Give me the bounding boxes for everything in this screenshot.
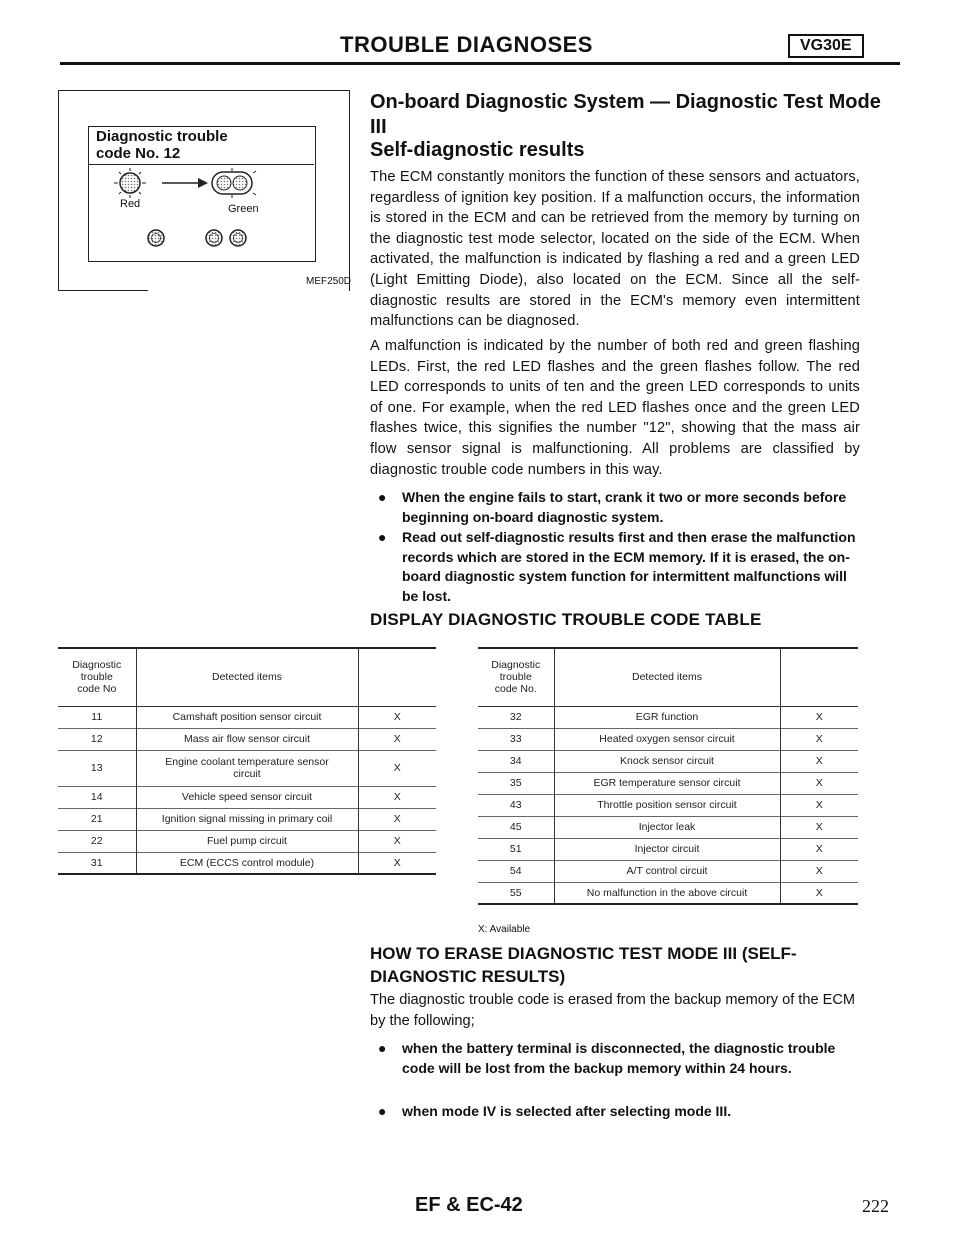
code-cell: 45: [478, 816, 554, 838]
code-cell: 43: [478, 794, 554, 816]
bullet-dot-icon: ●: [378, 1103, 387, 1119]
mark-cell: X: [815, 733, 823, 745]
table-row: [58, 830, 436, 852]
figure-id: MEF250D: [306, 276, 352, 287]
bullet-text: when mode IV is selected after selecting mode III.: [402, 1103, 732, 1119]
page-number: 222: [862, 1196, 889, 1216]
led-indicator-icon: [148, 230, 246, 246]
code-cell: 31: [58, 852, 136, 874]
item-cell: Injector circuit: [554, 838, 780, 860]
column-header-items: Detected items: [136, 648, 358, 706]
erase-heading: HOW TO ERASE DIAGNOSTIC TEST MODE III (SELF-DIAGNOSTIC RESULTS): [370, 944, 797, 986]
table-row: [478, 860, 858, 882]
erase-bullet-2: [378, 1101, 864, 1121]
green-led-label: Green: [228, 203, 259, 215]
erase-body: The diagnostic trouble code is erased from the backup memory of the ECM by the following;: [370, 992, 856, 1029]
model-badge: VG30E: [788, 34, 864, 58]
header-code-line3: code No.: [494, 683, 537, 696]
item-cell: Throttle position sensor circuit: [554, 794, 780, 816]
code-cell: 22: [58, 830, 136, 852]
table-row: [478, 706, 858, 728]
code-cell: 55: [478, 882, 554, 904]
caution-bullet-2: [378, 528, 864, 606]
mark-cell: X: [815, 821, 823, 833]
mark-cell: X: [815, 799, 823, 811]
bullet-dot-icon: ●: [378, 489, 387, 505]
header-code-line1: Diagnostic: [72, 659, 122, 672]
mark-cell: X: [815, 777, 823, 789]
red-led-label: Red: [120, 198, 141, 210]
figure-caption-rule: [88, 164, 314, 165]
item-cell: ECM (ECCS control module): [136, 852, 358, 874]
header-code-line2: trouble: [80, 671, 113, 684]
header-code-line1: Diagnostic: [491, 659, 541, 672]
item-cell: Injector leak: [554, 816, 780, 838]
item-cell: EGR temperature sensor circuit: [554, 772, 780, 794]
item-cell: Heated oxygen sensor circuit: [554, 728, 780, 750]
item-cell: Knock sensor circuit: [554, 750, 780, 772]
table-row: [478, 772, 858, 794]
table-row: [58, 852, 436, 874]
table-row: [478, 816, 858, 838]
body-paragraph-1: The ECM constantly monitors the function of these sensors and actuators, regardless of ignition key position. If a malfunction occurs, the information is stored in the ECM and can be retrieved from the memory by turning on the diagnostic test mode selector, located on the side of the ECM. When activated, the malfunction is indicated by flashing a red and a green LED (Light Emitting Diode), also located on the ECM. Since all the self-diagnostic results are stored in the ECM's memory even intermittent malfunctions can be diagnosed.: [370, 169, 860, 330]
mark-cell: X: [393, 733, 401, 745]
figure-caption-line1: Diagnostic trouble: [96, 128, 228, 145]
red-led-flash-icon: [114, 168, 146, 198]
item-cell: Mass air flow sensor circuit: [136, 728, 358, 750]
table-row: [58, 706, 436, 728]
table-row: [478, 838, 858, 860]
header-rule: [60, 62, 900, 65]
column-header-items: Detected items: [554, 648, 780, 706]
item-cell: Fuel pump circuit: [136, 830, 358, 852]
footer-section-id: EF & EC-42: [415, 1194, 523, 1216]
column-header-mark: [780, 648, 858, 706]
section-subtitle: Self-diagnostic results: [370, 139, 585, 161]
table-row: [58, 728, 436, 750]
bullet-dot-icon: ●: [378, 1040, 387, 1056]
table-row: [58, 750, 436, 786]
code-cell: 54: [478, 860, 554, 882]
bullet-dot-icon: ●: [378, 529, 387, 545]
item-cell: Ignition signal missing in primary coil: [136, 808, 358, 830]
dtc-table-left: [58, 647, 436, 875]
code-cell: 12: [58, 728, 136, 750]
header-code-line3: code No: [77, 683, 117, 696]
table-row: [478, 882, 858, 904]
mark-cell: X: [393, 791, 401, 803]
green-led-flash-icon: [212, 168, 256, 198]
code-cell: 34: [478, 750, 554, 772]
table-row: [478, 728, 858, 750]
led-diagram: [100, 168, 300, 258]
code-cell: 33: [478, 728, 554, 750]
table-note: X: Available: [478, 924, 531, 935]
bullet-text: When the engine fails to start, crank it two or more seconds before beginning on-board diagnostic system.: [402, 489, 847, 525]
code-cell: 21: [58, 808, 136, 830]
mark-cell: X: [393, 856, 401, 869]
column-header-mark: [358, 648, 436, 706]
mark-cell: X: [393, 762, 401, 774]
mark-cell: X: [393, 813, 401, 825]
item-cell: A/T control circuit: [554, 860, 780, 882]
mark-cell: X: [815, 843, 823, 855]
bullet-text: when the battery terminal is disconnected, the diagnostic trouble code will be lost from the backup memory within 24 hours.: [402, 1040, 836, 1076]
arrow-right-icon: [162, 178, 208, 188]
mark-cell: X: [815, 886, 823, 899]
bullet-text: Read out self-diagnostic results first and then erase the malfunction records which are stored in the ECM memory. If it is erased, the on-board diagnostic system function for intermittent malfunctions will be lost.: [402, 529, 856, 604]
page-title: TROUBLE DIAGNOSES: [340, 32, 593, 57]
code-cell: 32: [478, 706, 554, 728]
column-header-code: [58, 648, 136, 706]
mark-cell: X: [815, 865, 823, 877]
table-row: [478, 750, 858, 772]
mark-cell: X: [393, 835, 401, 847]
item-cell: EGR function: [554, 706, 780, 728]
code-cell: 13: [58, 750, 136, 786]
mark-cell: X: [815, 755, 823, 767]
dtc-table-right: [478, 647, 858, 905]
table-row: [58, 786, 436, 808]
code-cell: 51: [478, 838, 554, 860]
item-cell: No malfunction in the above circuit: [554, 882, 780, 904]
table-row: [58, 808, 436, 830]
code-cell: 35: [478, 772, 554, 794]
code-cell: 14: [58, 786, 136, 808]
table-row: [478, 794, 858, 816]
mark-cell: X: [393, 711, 401, 723]
header-code-line2: trouble: [499, 671, 532, 684]
caution-bullet-1: [378, 488, 864, 527]
section-title: On-board Diagnostic System — Diagnostic Test Mode III: [370, 91, 881, 138]
column-header-code: [478, 648, 554, 706]
item-cell: Camshaft position sensor circuit: [136, 706, 358, 728]
table-heading: DISPLAY DIAGNOSTIC TROUBLE CODE TABLE: [370, 610, 762, 629]
item-cell: Engine coolant temperature sensor circuit: [136, 750, 358, 786]
item-cell: Vehicle speed sensor circuit: [136, 786, 358, 808]
body-paragraph-2: A malfunction is indicated by the number of both red and green flashing LEDs. First, the red LED flashes and the green flashes follow. The red LED corresponds to units of ten and the green LED corresponds to units of one. For example, when the red LED flashes once and the green LED flashes twice, this signifies the number "12", showing that the mass air flow sensor signal is malfunctioning. All problems are classified by diagnostic trouble code numbers in this way.: [370, 338, 860, 478]
code-cell: 11: [58, 706, 136, 728]
figure-caption-line2: code No. 12: [96, 145, 181, 162]
mark-cell: X: [815, 711, 823, 723]
figure-frame-bottom: [58, 290, 148, 291]
erase-bullet-1: [378, 1038, 864, 1078]
